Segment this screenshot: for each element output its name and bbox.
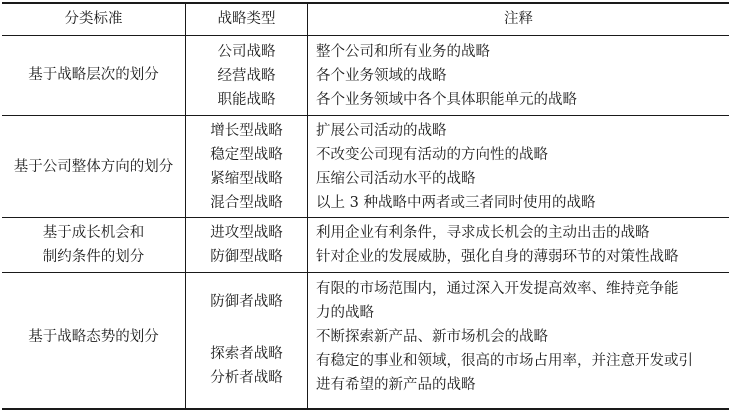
row3-note-1: 利用企业有利条件，寻求成长机会的主动出击的战略 bbox=[316, 225, 650, 241]
row4-note-3: 不断探索新产品、新市场机会的战略 bbox=[316, 329, 548, 345]
row4-type-2: 探索者战略 bbox=[210, 346, 283, 362]
row2-note-3: 压缩公司活动水平的战略 bbox=[316, 171, 476, 187]
row4-note-1: 有限的市场范围内，通过深入开发提高效率、维持竞争能 bbox=[316, 281, 679, 297]
header-criterion: 分类标准 bbox=[64, 11, 123, 27]
row1-bottom-border bbox=[2, 115, 729, 116]
row3-note-2: 针对企业的发展威胁，强化自身的薄弱环节的对策性战略 bbox=[316, 249, 679, 265]
row4-note-5: 进有希望的新产品的战略 bbox=[316, 377, 476, 393]
header-type: 战略类型 bbox=[217, 11, 276, 27]
row2-type-2: 稳定型战略 bbox=[210, 147, 283, 163]
row1-type-3: 职能战略 bbox=[217, 92, 276, 108]
row4-type-1: 防御者战略 bbox=[210, 294, 283, 310]
row2-criterion: 基于公司整体方向的划分 bbox=[13, 159, 174, 175]
table-top-border bbox=[2, 2, 729, 4]
row2-note-1: 扩展公司活动的战略 bbox=[316, 123, 447, 139]
row1-criterion: 基于战略层次的划分 bbox=[28, 67, 159, 83]
row3-criterion-line-2: 制约条件的划分 bbox=[42, 249, 145, 265]
row2-note-4: 以上 3 种战略中两者或三者同时使用的战略 bbox=[316, 195, 596, 211]
row2-type-4: 混合型战略 bbox=[210, 195, 283, 211]
row1-note-2: 各个业务领域的战略 bbox=[316, 68, 447, 84]
row1-note-1: 整个公司和所有业务的战略 bbox=[316, 44, 490, 60]
header-notes: 注释 bbox=[504, 11, 533, 27]
column-divider-2 bbox=[307, 2, 308, 409]
row1-type-1: 公司战略 bbox=[217, 44, 276, 60]
table-bottom-border bbox=[2, 408, 729, 410]
row4-note-2: 力的战略 bbox=[316, 305, 374, 321]
row2-type-3: 紧缩型战略 bbox=[210, 171, 283, 187]
row1-type-2: 经营战略 bbox=[217, 68, 276, 84]
row4-criterion: 基于战略态势的划分 bbox=[28, 329, 159, 345]
row3-type-2: 防御型战略 bbox=[210, 249, 283, 265]
row3-type-1: 进攻型战略 bbox=[210, 225, 283, 241]
row4-note-4: 有稳定的事业和领域，很高的市场占用率，并注意开发或引 bbox=[316, 353, 693, 369]
row3-bottom-border bbox=[2, 272, 729, 273]
row4-type-3: 分析者战略 bbox=[210, 370, 283, 386]
row2-note-2: 不改变公司现有活动的方向性的战略 bbox=[316, 147, 548, 163]
row2-bottom-border bbox=[2, 217, 729, 218]
row1-note-3: 各个业务领域中各个具体职能单元的战略 bbox=[316, 92, 577, 108]
row3-criterion-line-1: 基于成长机会和 bbox=[42, 225, 145, 241]
header-bottom-border bbox=[2, 35, 729, 36]
row2-type-1: 增长型战略 bbox=[210, 123, 283, 139]
